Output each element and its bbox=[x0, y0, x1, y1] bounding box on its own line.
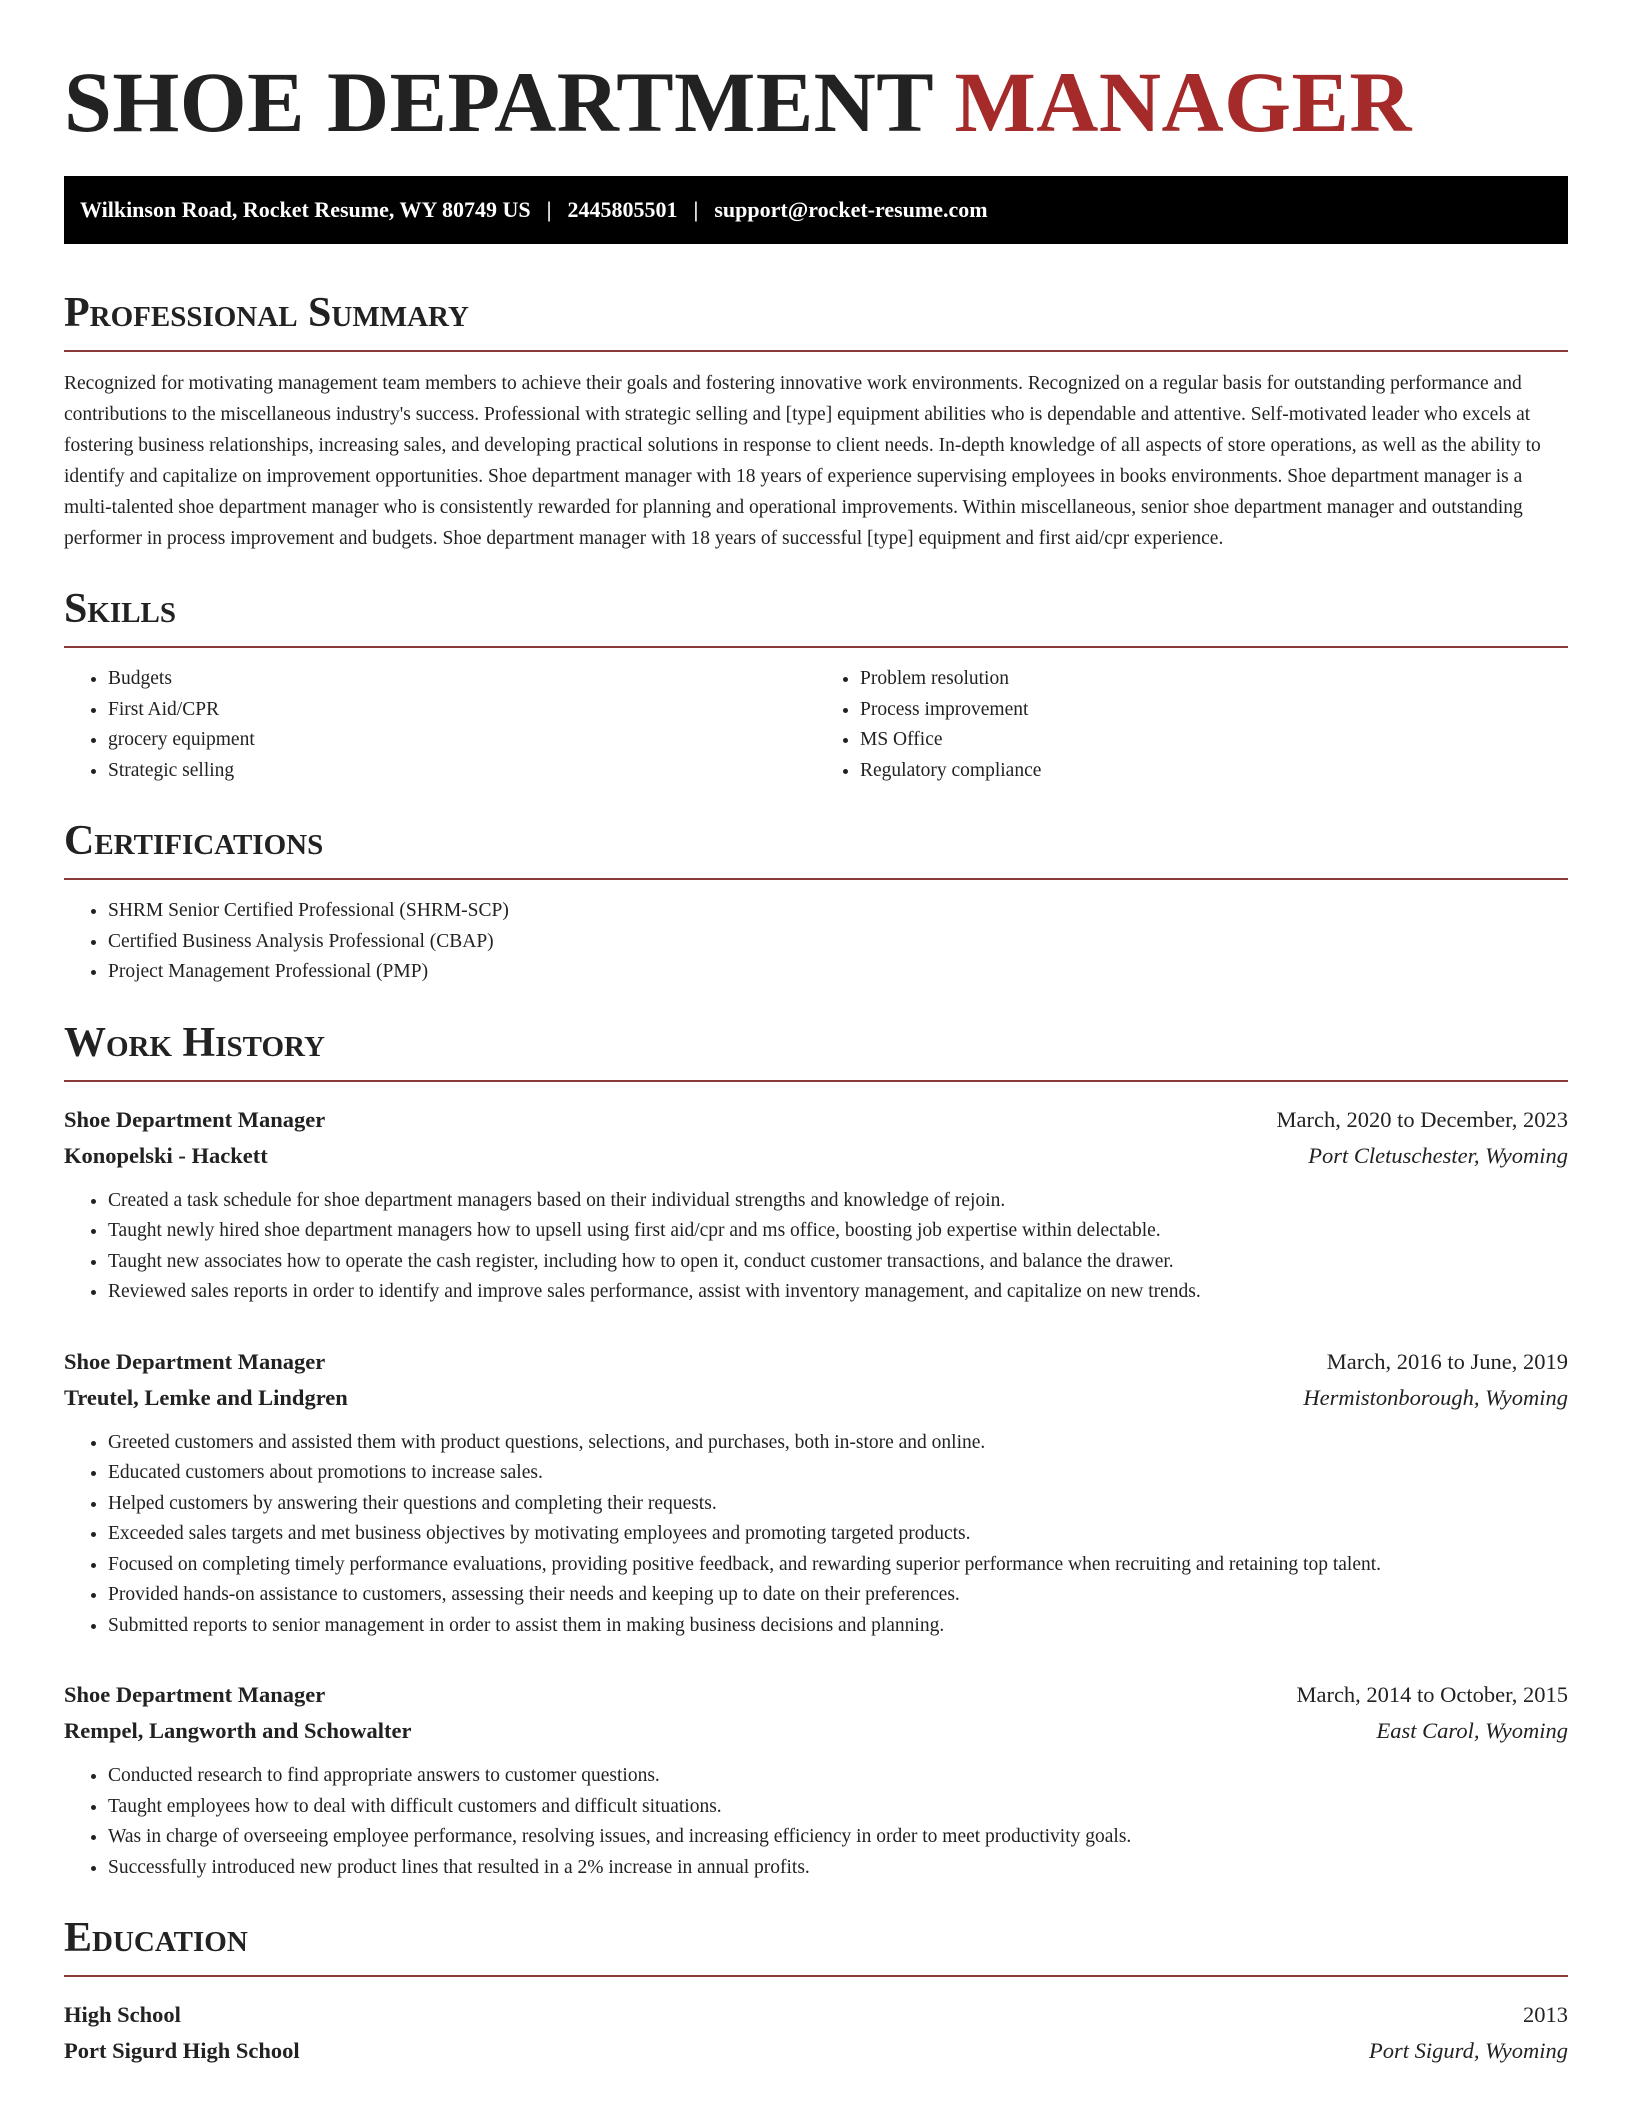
contact-phone: 2445805501 bbox=[567, 197, 678, 222]
job-bullet: • Taught employees how to deal with difficult customers and difficult situations. bbox=[108, 1792, 1568, 1823]
skill-item: • Process improvement bbox=[860, 695, 1568, 726]
job-header-row bbox=[64, 1677, 1568, 1713]
certification-item: • SHRM Senior Certified Professional (SHRM-SCP) bbox=[108, 896, 1568, 927]
contact-separator: | bbox=[693, 197, 699, 222]
job-role: Shoe Department Manager bbox=[64, 1106, 326, 1132]
skills-heading: Skills bbox=[64, 584, 1568, 648]
contact-address: Wilkinson Road, Rocket Resume, WY 80749 US bbox=[80, 197, 531, 222]
job-role: Shoe Department Manager bbox=[64, 1348, 326, 1374]
job-bullet: • Greeted customers and assisted them with product questions, selections, and purchases, both in-store and online. bbox=[108, 1428, 1568, 1459]
education-school-row bbox=[64, 2033, 1568, 2069]
job-company-row bbox=[64, 1713, 1568, 1749]
skill-item: • MS Office bbox=[860, 725, 1568, 756]
job-company: Rempel, Langworth and Schowalter bbox=[64, 1718, 412, 1743]
education-year: 2013 bbox=[1523, 2002, 1568, 2027]
education-location: Port Sigurd, Wyoming bbox=[1369, 2038, 1568, 2063]
skills-list-left bbox=[64, 664, 816, 786]
education-entry bbox=[64, 1997, 1568, 2069]
job-location: Port Cletuschester, Wyoming bbox=[1308, 1142, 1568, 1168]
summary-section bbox=[64, 288, 1568, 554]
job-header-row bbox=[64, 1344, 1568, 1380]
job-header-row bbox=[64, 1102, 1568, 1138]
education-section bbox=[64, 1913, 1568, 2069]
certifications-list bbox=[64, 896, 1568, 988]
job-company-row bbox=[64, 1380, 1568, 1416]
title-accent: MANAGER bbox=[954, 54, 1412, 150]
job-entry bbox=[64, 1102, 1568, 1308]
job-company: Treutel, Lemke and Lindgren bbox=[64, 1384, 348, 1410]
certification-item: • Certified Business Analysis Professional (CBAP) bbox=[108, 927, 1568, 958]
job-bullet: • Educated customers about promotions to increase sales. bbox=[108, 1458, 1568, 1489]
contact-separator: | bbox=[546, 197, 552, 222]
job-bullet: • Submitted reports to senior management in order to assist them in making business decisions and planning. bbox=[108, 1611, 1568, 1642]
job-bullet: • Was in charge of overseeing employee performance, resolving issues, and increasing efficiency in order to meet productivity goals. bbox=[108, 1822, 1568, 1853]
job-entry bbox=[64, 1344, 1568, 1642]
resume-title bbox=[64, 52, 1568, 152]
title-main: SHOE DEPARTMENT bbox=[64, 54, 933, 150]
job-bullets bbox=[64, 1186, 1568, 1308]
job-bullet: • Conducted research to find appropriate answers to customer questions. bbox=[108, 1761, 1568, 1792]
job-bullet: • Taught newly hired shoe department managers how to upsell using first aid/cpr and ms office, boosting job expertise within delectable. bbox=[108, 1216, 1568, 1247]
education-header-row bbox=[64, 1997, 1568, 2033]
job-dates: March, 2020 to December, 2023 bbox=[1276, 1106, 1568, 1132]
job-role: Shoe Department Manager bbox=[64, 1682, 326, 1707]
job-bullets bbox=[64, 1428, 1568, 1642]
certifications-section bbox=[64, 816, 1568, 988]
education-degree: High School bbox=[64, 2002, 181, 2027]
skill-item: • First Aid/CPR bbox=[108, 695, 816, 726]
education-school: Port Sigurd High School bbox=[64, 2038, 300, 2063]
job-bullets bbox=[64, 1761, 1568, 1883]
summary-heading: Professional Summary bbox=[64, 288, 1568, 352]
work-history-heading: Work History bbox=[64, 1018, 1568, 1082]
skills-list-right bbox=[816, 664, 1568, 786]
job-bullet: • Exceeded sales targets and met business objectives by motivating employees and promoting targeted products. bbox=[108, 1519, 1568, 1550]
skill-item: • Regulatory compliance bbox=[860, 756, 1568, 787]
skill-item: • grocery equipment bbox=[108, 725, 816, 756]
job-location: Hermistonborough, Wyoming bbox=[1303, 1384, 1568, 1410]
contact-bar bbox=[64, 176, 1568, 244]
job-location: East Carol, Wyoming bbox=[1376, 1718, 1568, 1743]
job-bullet: • Focused on completing timely performance evaluations, providing positive feedback, and rewarding superior performance when recruiting and retaining top talent. bbox=[108, 1550, 1568, 1581]
job-bullet: • Provided hands-on assistance to customers, assessing their needs and keeping up to date on their preferences. bbox=[108, 1580, 1568, 1611]
certifications-heading: Certifications bbox=[64, 816, 1568, 880]
job-bullet: • Helped customers by answering their questions and completing their requests. bbox=[108, 1489, 1568, 1520]
job-company-row bbox=[64, 1138, 1568, 1174]
skill-item: • Budgets bbox=[108, 664, 816, 695]
work-history-section bbox=[64, 1018, 1568, 1884]
job-company: Konopelski - Hackett bbox=[64, 1142, 268, 1168]
education-heading: Education bbox=[64, 1913, 1568, 1977]
job-entry bbox=[64, 1677, 1568, 1883]
resume-page bbox=[64, 0, 1568, 2069]
job-bullet: • Taught new associates how to operate the cash register, including how to open it, conduct customer transactions, and balance the drawer. bbox=[108, 1247, 1568, 1278]
skill-item: • Problem resolution bbox=[860, 664, 1568, 695]
contact-email: support@rocket-resume.com bbox=[714, 197, 988, 222]
job-bullet: • Created a task schedule for shoe department managers based on their individual strengths and knowledge of rejoin. bbox=[108, 1186, 1568, 1217]
job-dates: March, 2014 to October, 2015 bbox=[1296, 1682, 1568, 1707]
skills-columns bbox=[64, 648, 1568, 786]
job-bullet: • Reviewed sales reports in order to identify and improve sales performance, assist with inventory management, and capitalize on new trends. bbox=[108, 1277, 1568, 1308]
certification-item: • Project Management Professional (PMP) bbox=[108, 957, 1568, 988]
skill-item: • Strategic selling bbox=[108, 756, 816, 787]
job-bullet: • Successfully introduced new product lines that resulted in a 2% increase in annual profits. bbox=[108, 1853, 1568, 1884]
job-dates: March, 2016 to June, 2019 bbox=[1326, 1348, 1568, 1374]
summary-text: Recognized for motivating management team members to achieve their goals and fostering innovative work environments. Recognized on a regular basis for outstanding performance and contributions to the miscellaneous industry's success. Professional with strategic selling and [type] equipment abilities who is dependable and attentive. Self-motivated leader who excels at fostering business relationships, increasing sales, and developing practical solutions in response to client needs. In-depth knowledge of all aspects of store operations, as well as the ability to identify and capitalize on improvement opportunities. Shoe department manager with 18 years of experience supervising employees in books environments. Shoe department manager is a multi-talented shoe department manager who is consistently rewarded for planning and operational improvements. Within miscellaneous, senior shoe department manager and outstanding performer in process improvement and budgets. Shoe department manager with 18 years of successful [type] equipment and first aid/cpr experience. bbox=[64, 373, 1541, 549]
skills-section bbox=[64, 584, 1568, 786]
